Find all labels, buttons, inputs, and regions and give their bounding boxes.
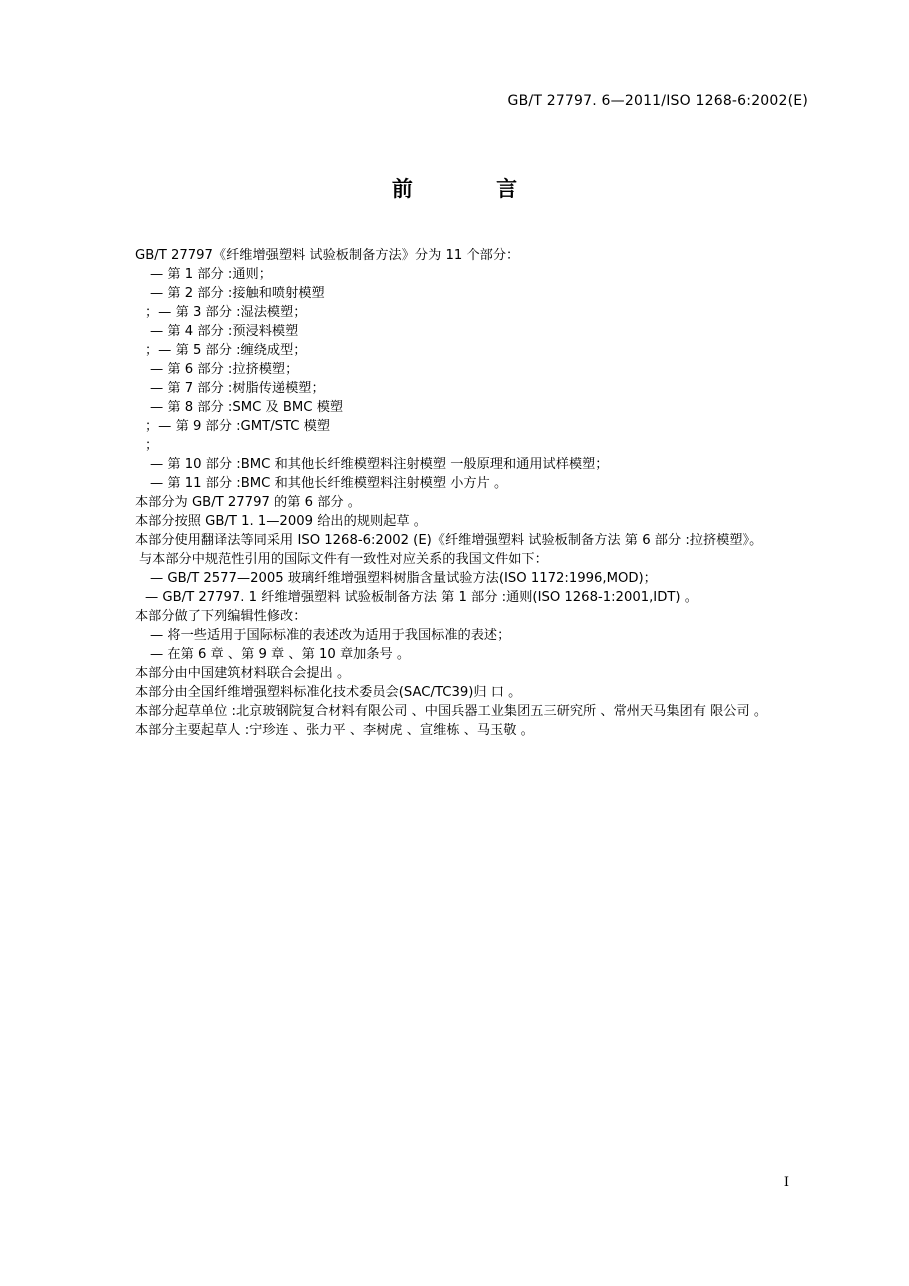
paragraph: 本部分使用翻译法等同采用 ISO 1268-6:2002 (E)《纤维增强塑料 试验板制备方法 第 6 部分 :拉挤模塑》。 bbox=[135, 533, 763, 548]
paragraph: 本部分起草单位 :北京玻钢院复合材料有限公司 、中国兵器工业集团五三研究所 、常州天马集团有 限公司 。 bbox=[135, 704, 768, 719]
paragraph: 与本部分中规范性引用的国际文件有一致性对应关系的我国文件如下： bbox=[139, 552, 548, 567]
paragraph: GB/T 27797《纤维增强塑料 试验板制备方法》分为 11 个部分： bbox=[135, 248, 520, 263]
paragraph: 本部分为 GB/T 27797 的第 6 部分 。 bbox=[135, 495, 361, 510]
list-item: — 第 2 部分 :接触和喷射模塑 bbox=[150, 286, 325, 301]
list-item: ；— 第 9 部分 :GMT/STC 模塑 bbox=[145, 419, 331, 434]
list-item: — 第 8 部分 :SMC 及 BMC 模塑 bbox=[150, 400, 344, 415]
list-item: ； bbox=[145, 438, 159, 453]
paragraph: 本部分由中国建筑材料联合会提出 。 bbox=[135, 666, 351, 681]
list-item: ；— 第 3 部分 :湿法模塑； bbox=[145, 305, 307, 320]
paragraph: 本部分主要起草人 :宁珍连 、张力平 、李树虎 、宣维栋 、马玉敬 。 bbox=[135, 723, 534, 738]
list-item: — GB/T 2577—2005 玻璃纤维增强塑料树脂含量试验方法(ISO 1172:1996,MOD)； bbox=[150, 571, 657, 586]
paragraph: 本部分由全国纤维增强塑料标准化技术委员会(SAC/TC39)归 口 。 bbox=[135, 685, 522, 700]
standard-code: GB/T 27797. 6—2011/ISO 1268-6:2002(E) bbox=[507, 93, 808, 109]
paragraph: 本部分按照 GB/T 1. 1—2009 给出的规则起草 。 bbox=[135, 514, 427, 529]
list-item: — 第 11 部分 :BMC 和其他长纤维模塑料注射模塑 小方片 。 bbox=[150, 476, 508, 491]
list-item: — 第 6 部分 :拉挤模塑； bbox=[150, 362, 299, 377]
list-item: — GB/T 27797. 1 纤维增强塑料 试验板制备方法 第 1 部分 :通则(ISO 1268-1:2001,IDT) 。 bbox=[145, 590, 698, 605]
list-item: — 第 1 部分 :通则； bbox=[150, 267, 272, 282]
foreword-body bbox=[105, 246, 805, 740]
list-item: — 将一些适用于国际标准的表述改为适用于我国标准的表述； bbox=[150, 628, 511, 643]
page-title: 前 言 bbox=[391, 177, 556, 201]
list-item: — 在第 6 章 、第 9 章 、第 10 章加条号 。 bbox=[150, 647, 411, 662]
page-number: I bbox=[783, 1175, 789, 1190]
list-item: ；— 第 5 部分 :缠绕成型； bbox=[145, 343, 307, 358]
list-item: — 第 4 部分 :预浸料模塑 bbox=[150, 324, 299, 339]
list-item: — 第 10 部分 :BMC 和其他长纤维模塑料注射模塑 一般原理和通用试样模塑； bbox=[150, 457, 609, 472]
list-item: — 第 7 部分 :树脂传递模塑； bbox=[150, 381, 325, 396]
paragraph: 本部分做了下列编辑性修改： bbox=[135, 609, 307, 624]
